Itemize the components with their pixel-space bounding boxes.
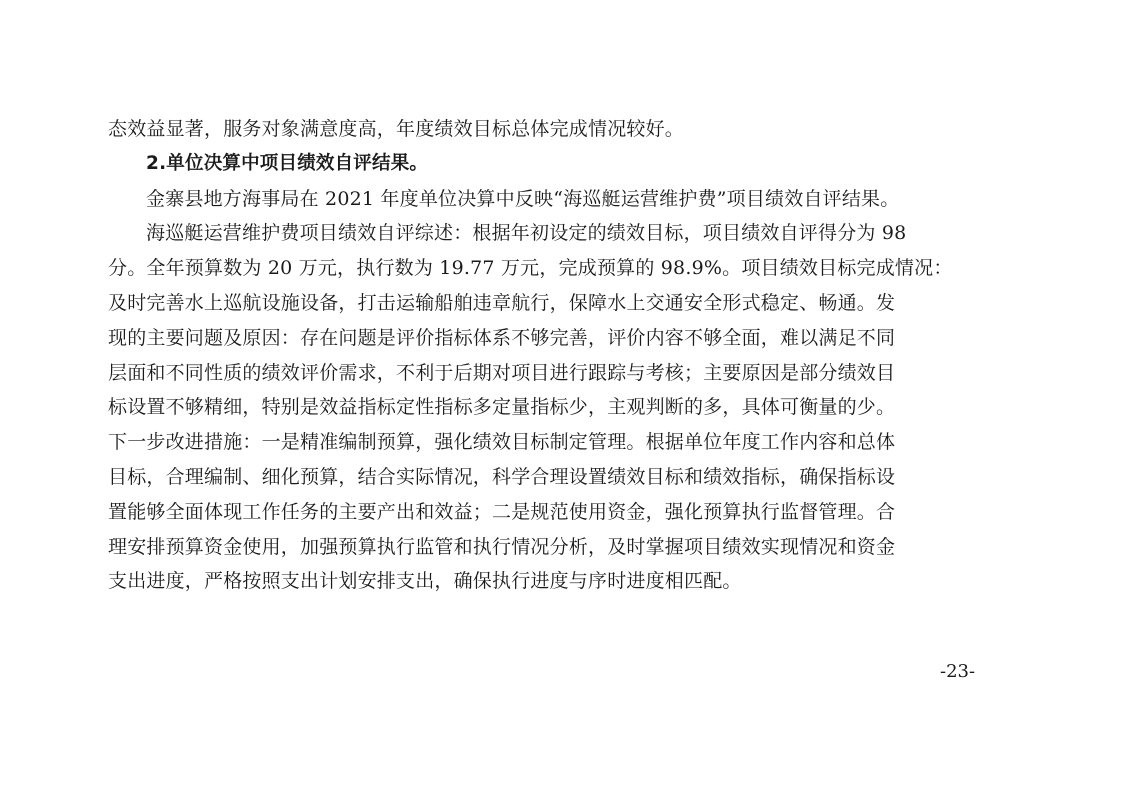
paragraph-line: 支出进度，严格按照支出计划安排支出，确保执行进度与序时进度相匹配。 <box>108 570 742 593</box>
paragraph-line: 标设置不够精细，特别是效益指标定性指标多定量指标少，主观判断的多，具体可衡量的少。 <box>108 396 896 419</box>
paragraph-line: 金寨县地方海事局在 2021 年度单位决算中反映“海巡艇运营维护费”项目绩效自评结果。 <box>146 187 900 210</box>
paragraph-line: 分。全年预算数为 20 万元，执行数为 19.77 万元，完成预算的 98.9%。项目绩效目标完成情况： <box>108 257 953 280</box>
paragraph-line: 层面和不同性质的绩效评价需求，不利于后期对项目进行跟踪与考核；主要原因是部分绩效目 <box>108 361 896 384</box>
paragraph-line: 态效益显著，服务对象满意度高，年度绩效目标总体完成情况较好。 <box>108 118 685 140</box>
paragraph-line: 理安排预算资金使用，加强预算执行监管和执行情况分析，及时掌握项目绩效实现情况和资金 <box>108 535 896 558</box>
paragraph-line: 目标，合理编制、细化预算，结合实际情况，科学合理设置绩效目标和绩效指标，确保指标设 <box>108 465 896 488</box>
paragraph-line: 现的主要问题及原因：存在问题是评价指标体系不够完善，评价内容不够全面，难以满足不同 <box>108 326 896 349</box>
paragraph-line: 海巡艇运营维护费项目绩效自评综述：根据年初设定的绩效目标，项目绩效自评得分为 98 <box>146 222 907 245</box>
section-heading: 2.单位决算中项目绩效自评结果。 <box>146 152 429 174</box>
paragraph-line: 及时完善水上巡航设施设备，打击运输船舶违章航行，保障水上交通安全形式稳定、畅通。发 <box>108 291 896 314</box>
paragraph-line: 置能够全面体现工作任务的主要产出和效益；二是规范使用资金，强化预算执行监督管理。合 <box>108 500 896 523</box>
page-number: -23- <box>940 661 976 682</box>
paragraph-line: 下一步改进措施：一是精准编制预算，强化绩效目标制定管理。根据单位年度工作内容和总体 <box>108 431 896 454</box>
body-text <box>108 112 988 599</box>
